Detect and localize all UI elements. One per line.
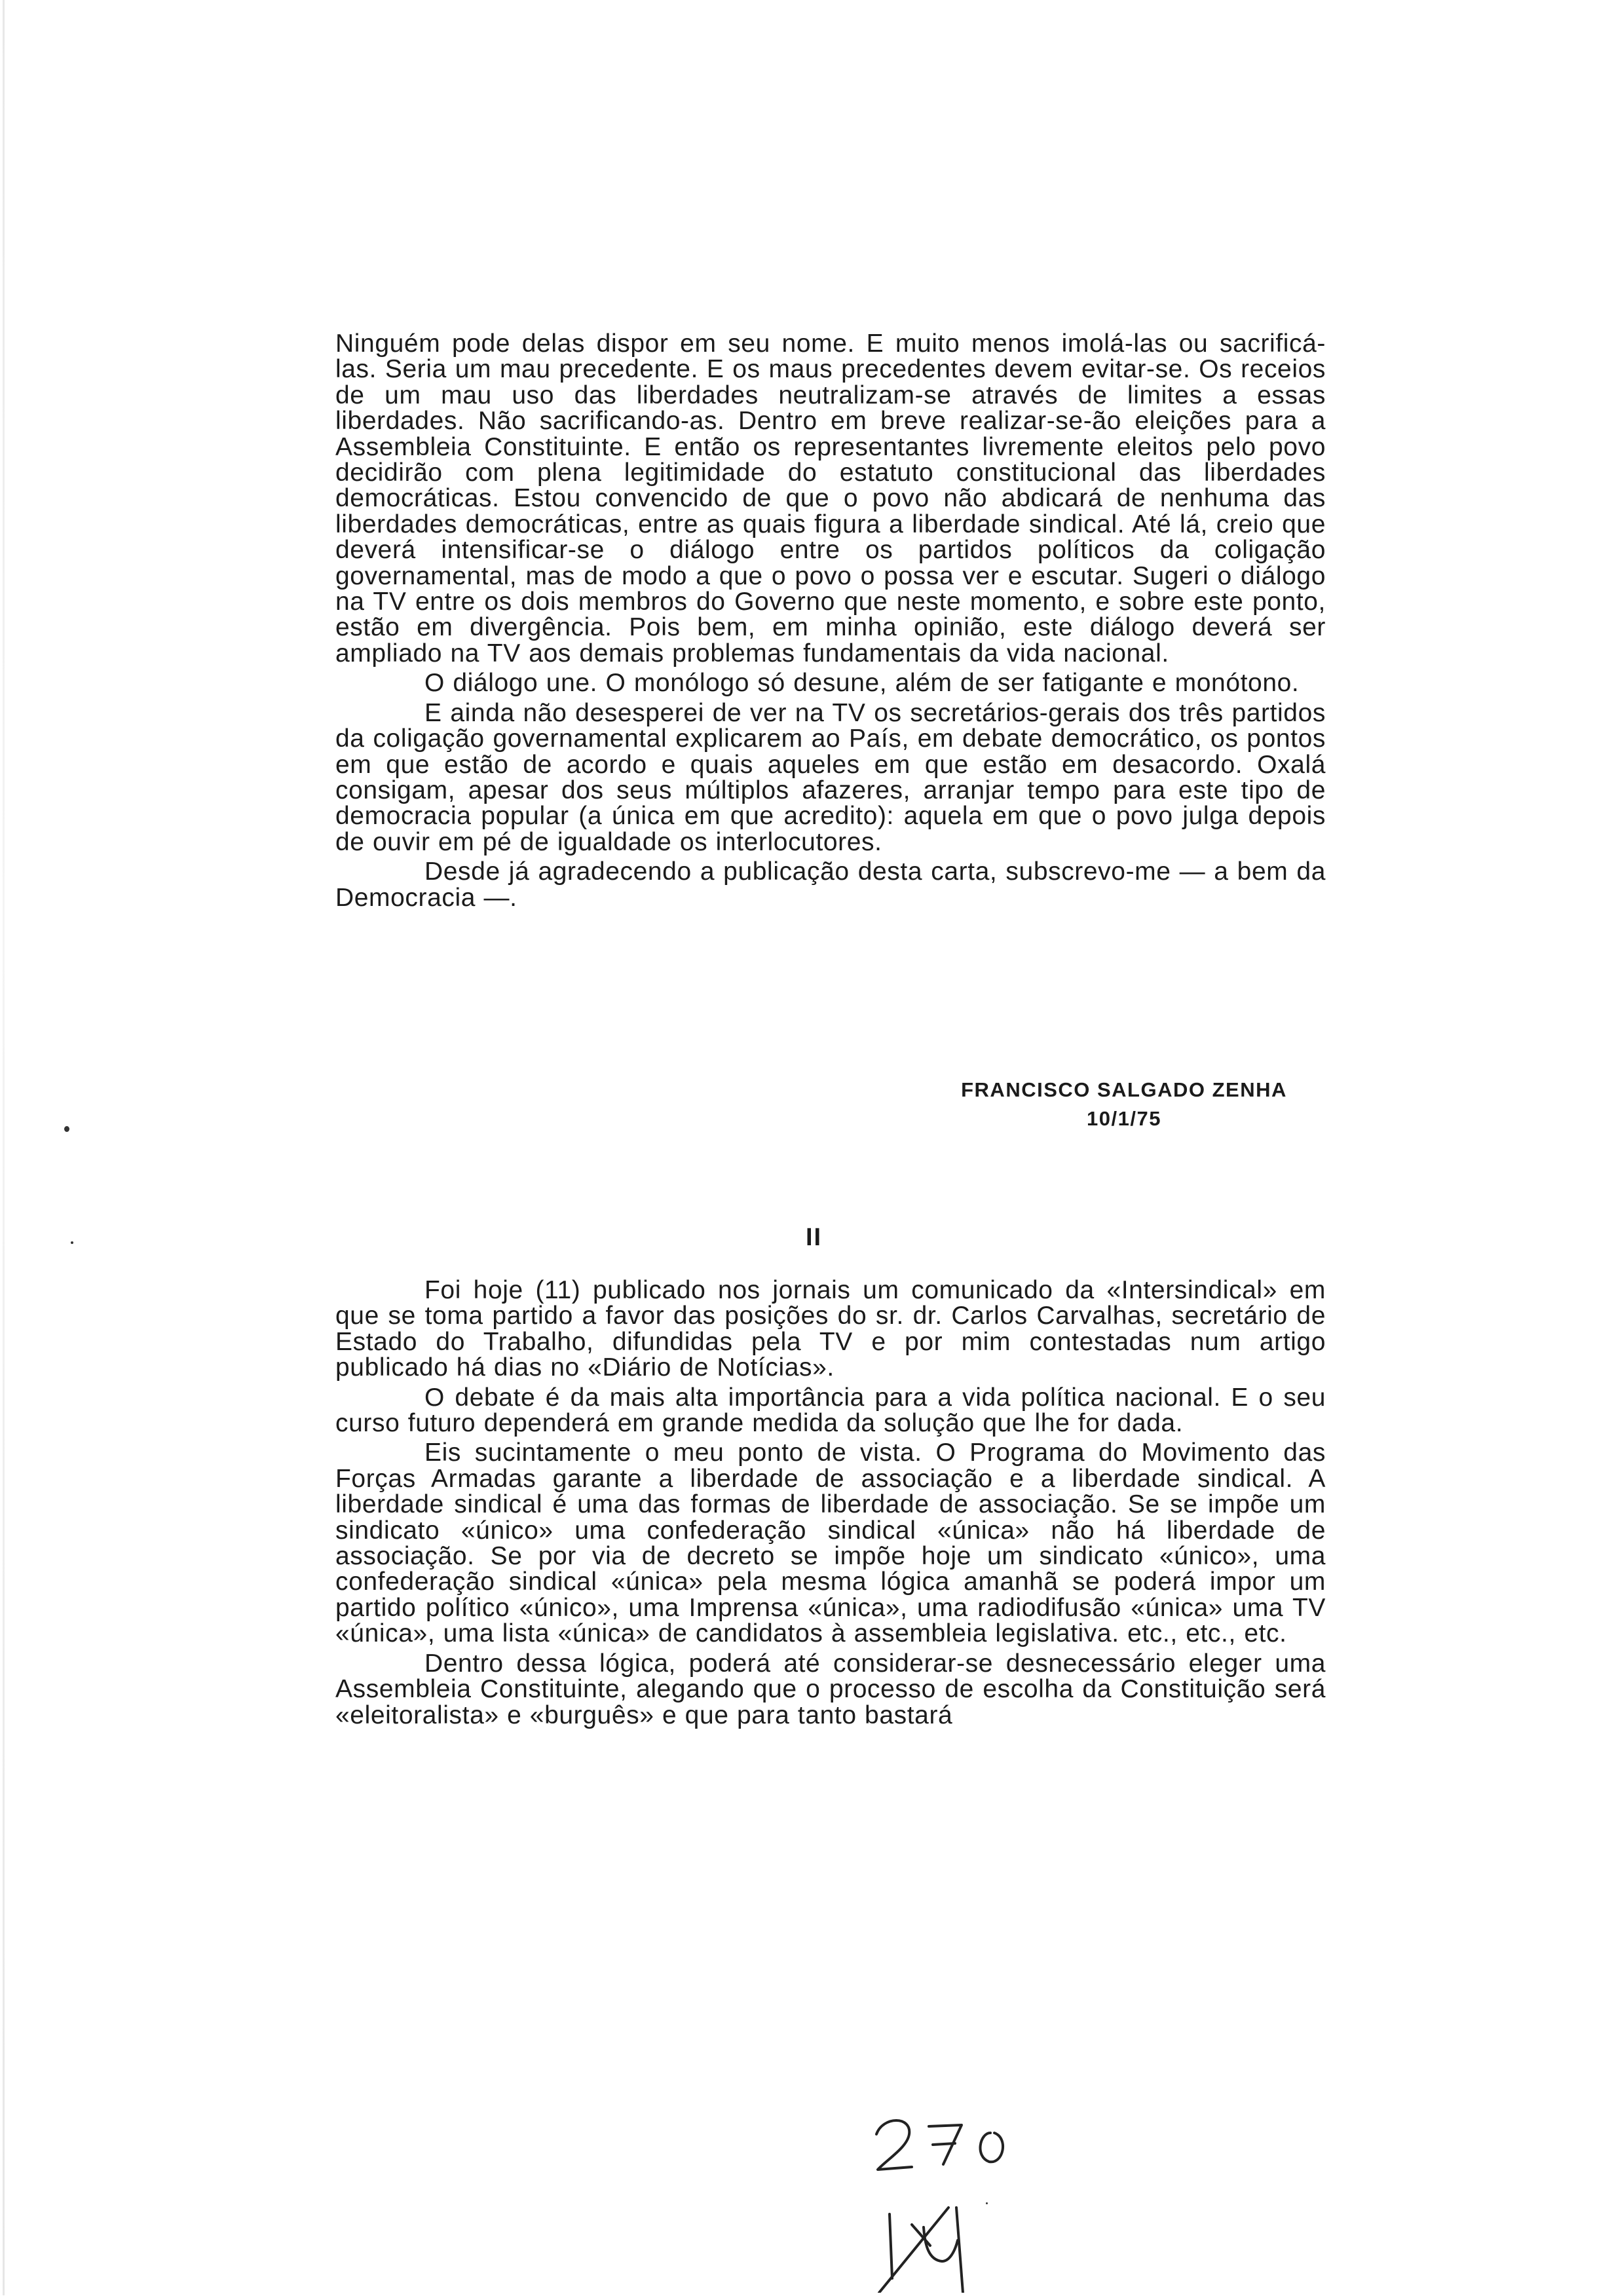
paragraph: Ninguém pode delas dispor em seu nome. E muito menos imolá-las ou sacrificá-las. Seria um mau precedente. E os maus precedentes devem evitar-se. Os receios de um mau uso das liberdades neutralizam-se através de limites a essas liberdades. Não sacrificando-as. Dentro em breve realizar-se-ão eleições para a Assembleia Constituinte. E então os representantes livremente eleitos pelo povo decidirão com plena legitimidade do estatuto constitucional das liberdades democráticas. Estou convencido de que o povo não abdicará de nenhuma das liberdades democráticas, entre as quais figura a liberdade sindical. Até lá, creio que deverá intensificar-se o diálogo entre os partidos políticos da coligação governamental, mas de modo a que o povo o possa ver e escutar. Sugeri o diálogo na TV entre os dois membros do Governo que neste momento, e sobre este ponto, estão em divergência. Pois bem, em minha opinião, este diálogo deverá ser ampliado na TV aos demais problemas fundamentais da vida nacional.	[335, 329, 1326, 668]
signature-date: 10/1/75	[1087, 1107, 1161, 1130]
section-numeral: II	[806, 1224, 823, 1251]
paragraph: Eis sucintamente o meu ponto de vista. O Programa do Movimento das Forças Armadas garante a liberdade de associação e a liberdade sindical. A liberdade sindical é uma das formas de liberdade de associação. Se se impõe um sindicato «único» uma confederação sindical «única» não há liberdade de associação. Se por via de decreto se impõe hoje um sindicato «único», uma confederação sindical «única» pela mesma lógica amanhã se poderá impor um partido político «único», uma Imprensa «única», uma radiodifusão «única» uma TV «única», uma lista «única» de candidatos à assembleia legislativa. etc., etc., etc.	[335, 1439, 1326, 1648]
letter-two-body	[335, 1277, 1326, 1732]
handwritten-page-number	[852, 2096, 1068, 2293]
paragraph: Dentro dessa lógica, poderá até considerar-se desnecessário eleger uma Assembleia Constituinte, alegando que o processo de escolha da Constituição será «eleitoralista» e «burguês» e que para tanto bastará	[335, 1649, 1326, 1729]
paragraph: O diálogo une. O monólogo só desune, além de ser fatigante e monótono.	[424, 669, 1300, 698]
letter-one-body	[335, 331, 1326, 914]
handwriting-drawing	[852, 2096, 1068, 2293]
paragraph: O debate é da mais alta importância para a vida política nacional. E o seu curso futuro dependerá em grande medida da solução que lhe for dada.	[335, 1383, 1326, 1438]
stray-mark	[64, 1126, 69, 1132]
scan-edge	[3, 0, 5, 2295]
signature-name: FRANCISCO SALGADO ZENHA	[961, 1078, 1287, 1101]
stray-mark	[71, 1241, 73, 1244]
paragraph: Foi hoje (11) publicado nos jornais um comunicado da «Intersindical» em que se toma partido a favor das posições do sr. dr. Carlos Carvalhas, secretário de Estado do Trabalho, difundidas pela TV e por mim contestadas num artigo publicado há dias no «Diário de Notícias».	[335, 1276, 1326, 1382]
paragraph: E ainda não desesperei de ver na TV os secretários-gerais dos três partidos da coligação governamental explicarem ao País, em debate democrático, os pontos em que estão de acordo e quais aqueles em que estão em desacordo. Oxalá consigam, apesar dos seus múltiplos afazeres, arranjar tempo para este tipo de democracia popular (a única em que acredito): aquela em que o povo julga depois de ouvir em pé de igualdade os interlocutores.	[335, 698, 1326, 856]
signature-block	[947, 1076, 1301, 1133]
paragraph: Desde já agradecendo a publicação desta carta, subscrevo-me — a bem da Democracia —.	[335, 857, 1326, 912]
